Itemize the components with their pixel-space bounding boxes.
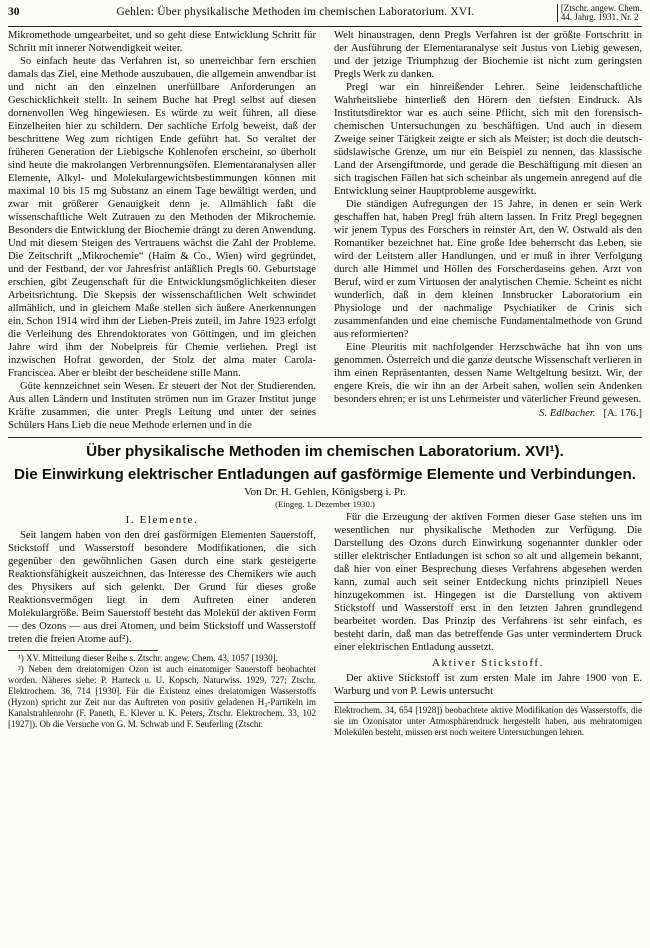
- subsection-heading: Aktiver Stickstoff.: [431, 657, 545, 669]
- paragraph: Die ständigen Aufregungen der 15 Jahre, in denen er sein Werk geschaffen hat, haben Pregl früh altern lassen. In Fritz Pregl begegnen wir jenem Typus des Forschers in reinster Art, den W. Ostwald als den Romantiker bezeichnet hat. Eine große Idee beherrscht das Leben, sie wird der Leitstern aller Handlungen, und er muß in ihrer Verfolgung durch alle Himmel und Höllen des Forscherdaseins gehen. Arzt von Beruf, wird er zum Virtuosen der analytischen Chemie. Scheint es nicht wunderlich, daß in dem kleinen Innsbrucker Laboratorium ein Physiologe und der nachmalige Psychiatiker de Crinis sich zusammenfanden und eine chemische Fundamentalmethode von Grund aus reformierten?: [334, 199, 642, 340]
- footnote: ²) Neben dem dreiatomigen Ozon ist auch einatomiger Sauerstoff beobachtet worden. Näheres siehe: P. Harteck u. U. Kopsch, Naturwiss. 1929, 727; Ztschr. Elektrochem. 36, 714 [1930]. Für die Existenz eines dreiatomigen Wasserstoffs (Hyzon) spricht zur Zeit nur das Auftreten von positiv geladenen H₃-Partikeln im Kanalstrahlenrohr (F. Paneth, E. Klever u. K. Peters, Ztschr. Elektrochem. 33, 102 [1927]). Ob die Versuche von G. M. Schwab und F. Seuferling (Ztschr.: [8, 664, 316, 729]
- article-left-column: [8, 511, 316, 738]
- footnotes: [8, 653, 316, 730]
- signature-author: S. Edlbacher.: [539, 408, 596, 419]
- footnote-divider: [8, 650, 158, 651]
- article-title-line1: Über physikalische Methoden im chemischen Laboratorium. XVI¹).: [86, 443, 564, 460]
- footnote-continuation: [334, 705, 642, 738]
- paragraph: Güte kennzeichnet sein Wesen. Er steuert der Not der Studierenden. Aus allen Ländern und Instituten strömen nun im Grazer Institut junge Kräfte zusammen, die unter Pregls Leitung und unter der seines Schülers Hans Lieb die neue Methode erlernen und in die: [8, 381, 316, 431]
- journal-reference: [557, 4, 642, 22]
- article-columns: [8, 511, 642, 738]
- section-divider: [8, 437, 642, 438]
- paragraph: Eine Pleuritis mit nachfolgender Herzschwäche hat ihn von uns genommen. Österreich und die ganze deutsche Wissenschaft verlieren in ihm einen Repräsentanten, dessen Name Weltgeltung besitzt. Wir, der engere Kreis, die wir ihn an der Arbeit sahen, wollen sein Andenken besonders ehren; er ist uns Lehrmeister und väterlicher Freund gewesen.: [334, 342, 642, 405]
- paragraph: Welt hinaustragen, denn Pregls Verfahren ist der größte Fortschritt in der Ausführung der Elementaranalyse seit Justus von Liebig gewesen, und der jetzige Triumphzug der Biochemie ist nicht zum geringsten Pregls Werk zu danken.: [334, 30, 642, 80]
- page-header: [8, 4, 642, 27]
- signature: [334, 407, 642, 420]
- running-title: Gehlen: Über physikalische Methoden im chemischen Laboratorium. XVI.: [116, 6, 475, 18]
- article-title-line2: Die Einwirkung elektrischer Entladungen auf gasförmige Elemente und Verbindungen.: [14, 466, 636, 483]
- footnote: ¹) XV. Mitteilung dieser Reihe s. Ztschr. angew. Chem. 43, 1057 [1930].: [18, 653, 278, 663]
- page-number: 30: [8, 6, 20, 18]
- journal-reference-line1: [Ztschr. angew. Chem.: [560, 3, 642, 13]
- footnote: Elektrochem. 34, 654 [1928]) beobachtete aktive Modifikation des Wasserstoffs, die sie im Ozonisator unter Atmosphärendruck hergestellt haben, aus mehratomigen Molekülen besteht, müssen erst noch weitere Untersuchungen lehren.: [334, 705, 642, 737]
- paragraph: Seit langem haben von den drei gasförmigen Elementen Sauerstoff, Stickstoff und Wasserstoff besondere Modifikationen, die sich gegenüber den gewöhnlichen Gasen durch eine stark gesteigerte Reaktionsfähigkeit auszeichnen, das Interesse des Chemikers wie auch des Physikers auf sich gelenkt. Der Grund für dieses große Reaktionsvermögen liegt in dem Auftreten einer anderen Molekulargröße. Beim Sauerstoff besteht das Molekül der aktiven Form — des Ozons — aus drei Atomen, und beim Stickstoff und Wasserstoff treten die freien Atome auf²).: [8, 530, 316, 645]
- section-heading: I. Elemente.: [125, 514, 199, 526]
- article-right-column: [334, 511, 642, 738]
- signature-ref: [A. 176.]: [603, 408, 642, 419]
- paragraph: Mikromethode umgearbeitet, und so geht diese Entwicklung Schritt für Schritt mit innerer Notwendigkeit weiter.: [8, 30, 316, 54]
- paragraph: Für die Erzeugung der aktiven Formen dieser Gase stehen uns im wesentlichen nur physikalische Methoden zur Verfügung. Die Darstellung des Ozons durch Einwirkung sogenannter dunkler oder stiller elektrischer Entladungen ist schon so alt und allgemein bekannt, daß hier von einer Besprechung dieses Verfahrens abgesehen werden kann, zumal auch seit seiner Entdeckung nichts prinzipiell Neues hinzugekommen ist. Hingegen ist die Darstellung von aktivem Stickstoff und Wasserstoff erst in den letzten Jahren grundlegend bearbeitet worden. Das Prinzip des Verfahrens ist sehr einfach, es besteht darin, daß man das betreffende Gas unter vermindertem Druck einer elektrischen Entladung aussetzt.: [334, 512, 642, 653]
- paragraph: So einfach heute das Verfahren ist, so unerreichbar fern erschien damals das Ziel, eine Methode auszubauen, die allgemein anwendbar ist und nicht an den einzelnen unerfüllbare Anforderungen an Geschicklichkeit stellt. In seinem Buche hat Pregl selbst auf diesen dornenvollen Weg hingewiesen. Es würde zu weit führen, all diese Einzelheiten hier zu schildern. Der sachliche Erfolg beweist, daß der beschrittene Weg zum richtigen Ende geführt hat. So veraltet der früheren Generation der Liebigsche Kohlenofen erscheint, so überholt sind heute die makrolangen Verbrennungsöfen. Elementaranalysen aller Elemente, Alkyl- und Molekulargewichtsbestimmungen können mit maximal 10 bis 15 mg Substanz an einem Tage bewältigt werden, und zwar mit größerer Genauigkeit denn je. Allmählich faßt die wissenschaftliche Welt Zutrauen zu den Methoden der Mikrochemie. Besonders die Entwicklung der Biochemie drängt zu deren Anwendung. Und mit diesem Steigen des Vertrauens wächst die Zahl der Probleme. Die Zeitschrift „Mikrochemie“ (Haim & Co., Wien) wird gegründet, und der Festband, der vor Jahresfrist anläßlich Pregls 60. Geburtstage erschien, gibt Zeugenschaft für die Entwicklungsmöglichkeiten dieser Arbeitsrichtung. Die Skepsis der wissenschaftlichen Welt schwindet allmählich, und in gleichem Maße stellen sich äußere Anerkennungen ein. Schon 1914 wird ihm der Lieben-Preis zuteil, im Jahre 1923 erfolgt die Verleihung des Ehrendoktorates von Göttingen, und im gleichen Jahre wird ihm der Nobelpreis für Chemie verliehen. Pregl ist inzwischen Hofrat geworden, der Stolz der alma mater Carola-Franciscea. Aber er bleibt der bescheidene stille Mann.: [8, 56, 316, 379]
- paragraph: Der aktive Stickstoff ist zum ersten Male im Jahre 1900 von E. Warburg und von P. Lewis untersucht: [334, 673, 642, 697]
- obituary-columns: [8, 29, 642, 432]
- obituary-left-column: [8, 29, 316, 432]
- footnote-divider: [334, 702, 642, 703]
- journal-reference-line2: 44. Jahrg. 1931. Nr. 2: [560, 12, 639, 22]
- article-author: Von Dr. H. Gehlen, Königsberg i. Pr.: [244, 486, 406, 498]
- paragraph: Pregl war ein hinreißender Lehrer. Seine leidenschaftliche Wahrheitsliebe hinterließ den Hörern den tiefsten Eindruck. Als Institutsdirektor war es auch seine Pflicht, sich mit den forensisch-chemischen Untersuchungen zu beschäftigen. Und auch in diesem Zweige seiner Tätigkeit zeigte er sich als Meister; ist doch die deutsch-südslawische Grenze, um nur ein Beispiel zu nennen, das klassische Land der Arsengiftmorde, und gerade die Beschäftigung mit diesen an sich tragischen Fällen hat sich scheinbar als ungemein anregend auf die Entwicklung seiner Hauptprobleme ausgewirkt.: [334, 82, 642, 197]
- obituary-right-column: [334, 29, 642, 432]
- article-received-date: (Eingeg. 1. Dezember 1930.): [275, 499, 375, 509]
